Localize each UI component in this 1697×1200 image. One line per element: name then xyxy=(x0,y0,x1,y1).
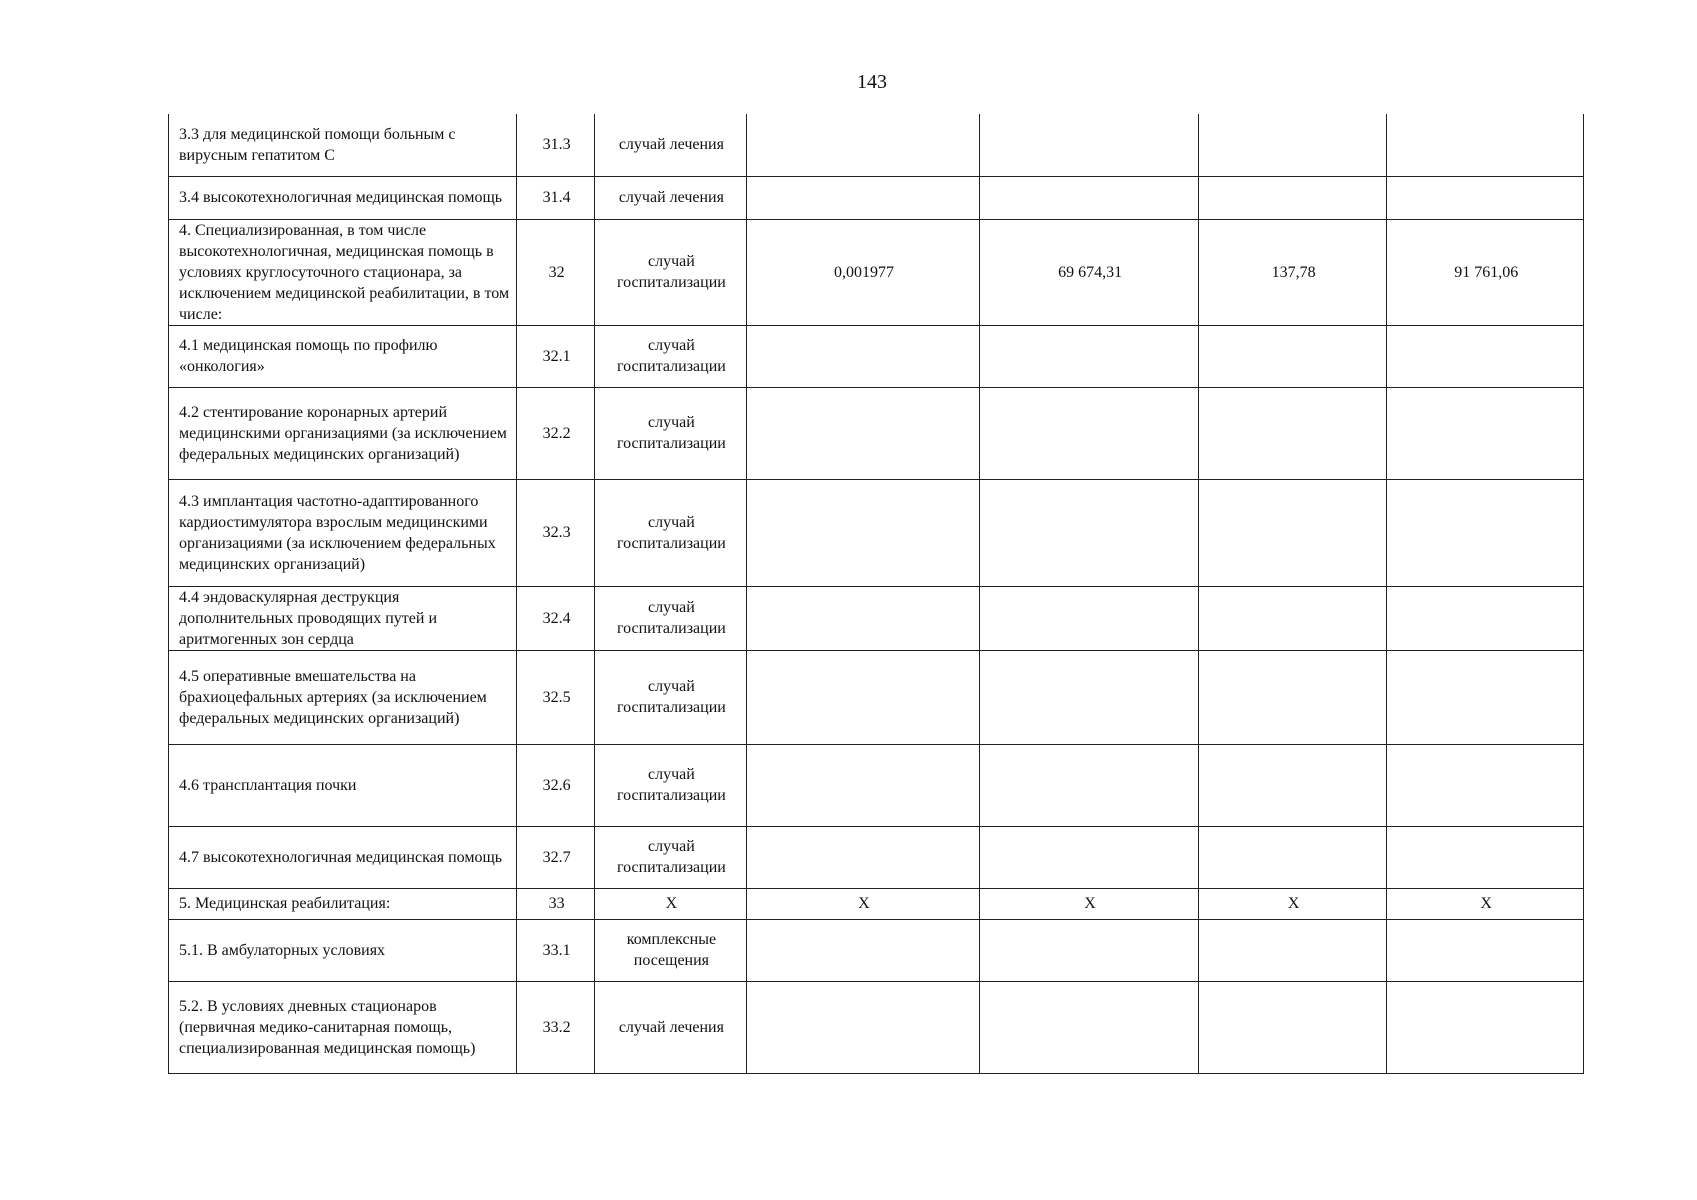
row-value-col4 xyxy=(746,744,980,826)
row-value-col6 xyxy=(1198,325,1387,387)
row-unit-cell: случай госпитализации xyxy=(595,479,746,586)
row-code-cell: 32.2 xyxy=(516,387,594,479)
row-value-col7 xyxy=(1387,981,1584,1073)
table-row xyxy=(169,114,1584,176)
row-value-col5 xyxy=(980,744,1199,826)
row-unit-cell: случай госпитализации xyxy=(595,586,746,650)
row-value-col5 xyxy=(980,479,1199,586)
row-value-col5 xyxy=(980,387,1199,479)
table-row xyxy=(169,888,1584,919)
row-value-col4 xyxy=(746,114,980,176)
row-name-cell: 3.3 для медицинской помощи больным с вирусным гепатитом С xyxy=(169,114,517,176)
page-number: 143 xyxy=(857,71,887,93)
row-value-col7: 91 761,06 xyxy=(1387,219,1584,325)
row-value-col7 xyxy=(1387,744,1584,826)
row-value-col6 xyxy=(1198,650,1387,744)
row-unit-cell: случай лечения xyxy=(595,981,746,1073)
row-code-cell: 33 xyxy=(516,888,594,919)
row-code-cell: 32.7 xyxy=(516,826,594,888)
row-value-col7 xyxy=(1387,325,1584,387)
row-code-cell: 32 xyxy=(516,219,594,325)
row-name-cell: 4.2 стентирование коронарных артерий медицинскими организациями (за исключением федеральных медицинских организаций) xyxy=(169,387,517,479)
row-value-col6 xyxy=(1198,586,1387,650)
row-value-col4 xyxy=(746,981,980,1073)
row-code-cell: 33.1 xyxy=(516,919,594,981)
row-value-col4 xyxy=(746,325,980,387)
table-row xyxy=(169,176,1584,219)
row-value-col5 xyxy=(980,919,1199,981)
row-value-col6 xyxy=(1198,826,1387,888)
row-value-col7 xyxy=(1387,650,1584,744)
data-table xyxy=(168,114,1584,1074)
row-value-col5: Х xyxy=(980,888,1199,919)
row-value-col7 xyxy=(1387,387,1584,479)
row-name-cell: 4.1 медицинская помощь по профилю «онкология» xyxy=(169,325,517,387)
table-row xyxy=(169,826,1584,888)
row-value-col4 xyxy=(746,586,980,650)
row-unit-cell: Х xyxy=(595,888,746,919)
row-name-cell: 4. Специализированная, в том числе высокотехнологичная, медицинская помощь в условиях круглосуточного стационара, за исключением медицинской реабилитации, в том числе: xyxy=(169,219,517,325)
row-value-col7 xyxy=(1387,176,1584,219)
row-value-col6 xyxy=(1198,176,1387,219)
row-unit-cell: случай лечения xyxy=(595,176,746,219)
table-row xyxy=(169,650,1584,744)
row-name-cell: 5.2. В условиях дневных стационаров (первичная медико-санитарная помощь, специализированная медицинская помощь) xyxy=(169,981,517,1073)
row-unit-cell: случай госпитализации xyxy=(595,219,746,325)
row-value-col5 xyxy=(980,114,1199,176)
row-value-col4 xyxy=(746,479,980,586)
row-name-cell: 4.4 эндоваскулярная деструкция дополнительных проводящих путей и аритмогенных зон сердца xyxy=(169,586,517,650)
row-code-cell: 33.2 xyxy=(516,981,594,1073)
row-value-col6 xyxy=(1198,387,1387,479)
row-value-col6: 137,78 xyxy=(1198,219,1387,325)
row-name-cell: 4.7 высокотехнологичная медицинская помощь xyxy=(169,826,517,888)
row-value-col6 xyxy=(1198,479,1387,586)
row-value-col6 xyxy=(1198,114,1387,176)
row-code-cell: 31.4 xyxy=(516,176,594,219)
row-name-cell: 4.3 имплантация частотно-адаптированного кардиостимулятора взрослым медицинскими организациями (за исключением федеральных медицинских организаций) xyxy=(169,479,517,586)
row-value-col4: Х xyxy=(746,888,980,919)
row-code-cell: 32.6 xyxy=(516,744,594,826)
row-code-cell: 32.3 xyxy=(516,479,594,586)
row-value-col6: Х xyxy=(1198,888,1387,919)
table-row xyxy=(169,387,1584,479)
row-value-col6 xyxy=(1198,744,1387,826)
row-value-col5 xyxy=(980,586,1199,650)
row-value-col7: Х xyxy=(1387,888,1584,919)
row-code-cell: 32.4 xyxy=(516,586,594,650)
row-value-col6 xyxy=(1198,981,1387,1073)
row-unit-cell: случай госпитализации xyxy=(595,325,746,387)
table-row xyxy=(169,981,1584,1073)
row-value-col4 xyxy=(746,650,980,744)
row-name-cell: 5. Медицинская реабилитация: xyxy=(169,888,517,919)
row-code-cell: 31.3 xyxy=(516,114,594,176)
row-value-col5: 69 674,31 xyxy=(980,219,1199,325)
row-value-col5 xyxy=(980,650,1199,744)
row-value-col4 xyxy=(746,387,980,479)
row-name-cell: 4.5 оперативные вмешательства на брахиоцефальных артериях (за исключением федеральных медицинских организаций) xyxy=(169,650,517,744)
row-unit-cell: случай госпитализации xyxy=(595,744,746,826)
row-code-cell: 32.5 xyxy=(516,650,594,744)
row-value-col6 xyxy=(1198,919,1387,981)
row-value-col7 xyxy=(1387,114,1584,176)
table-row xyxy=(169,744,1584,826)
row-value-col4 xyxy=(746,919,980,981)
table-row xyxy=(169,479,1584,586)
row-code-cell: 32.1 xyxy=(516,325,594,387)
table-row xyxy=(169,919,1584,981)
row-name-cell: 3.4 высокотехнологичная медицинская помощь xyxy=(169,176,517,219)
row-value-col7 xyxy=(1387,479,1584,586)
row-value-col5 xyxy=(980,826,1199,888)
row-value-col4: 0,001977 xyxy=(746,219,980,325)
row-value-col7 xyxy=(1387,826,1584,888)
table-row xyxy=(169,325,1584,387)
row-value-col7 xyxy=(1387,586,1584,650)
table-body xyxy=(169,114,1584,1073)
row-value-col5 xyxy=(980,981,1199,1073)
row-unit-cell: случай госпитализации xyxy=(595,650,746,744)
table-row xyxy=(169,219,1584,325)
row-value-col4 xyxy=(746,826,980,888)
table-row xyxy=(169,586,1584,650)
row-value-col5 xyxy=(980,325,1199,387)
row-value-col4 xyxy=(746,176,980,219)
row-unit-cell: комплексные посещения xyxy=(595,919,746,981)
row-name-cell: 5.1. В амбулаторных условиях xyxy=(169,919,517,981)
row-name-cell: 4.6 трансплантация почки xyxy=(169,744,517,826)
row-unit-cell: случай госпитализации xyxy=(595,826,746,888)
row-value-col7 xyxy=(1387,919,1584,981)
row-value-col5 xyxy=(980,176,1199,219)
row-unit-cell: случай лечения xyxy=(595,114,746,176)
row-unit-cell: случай госпитализации xyxy=(595,387,746,479)
